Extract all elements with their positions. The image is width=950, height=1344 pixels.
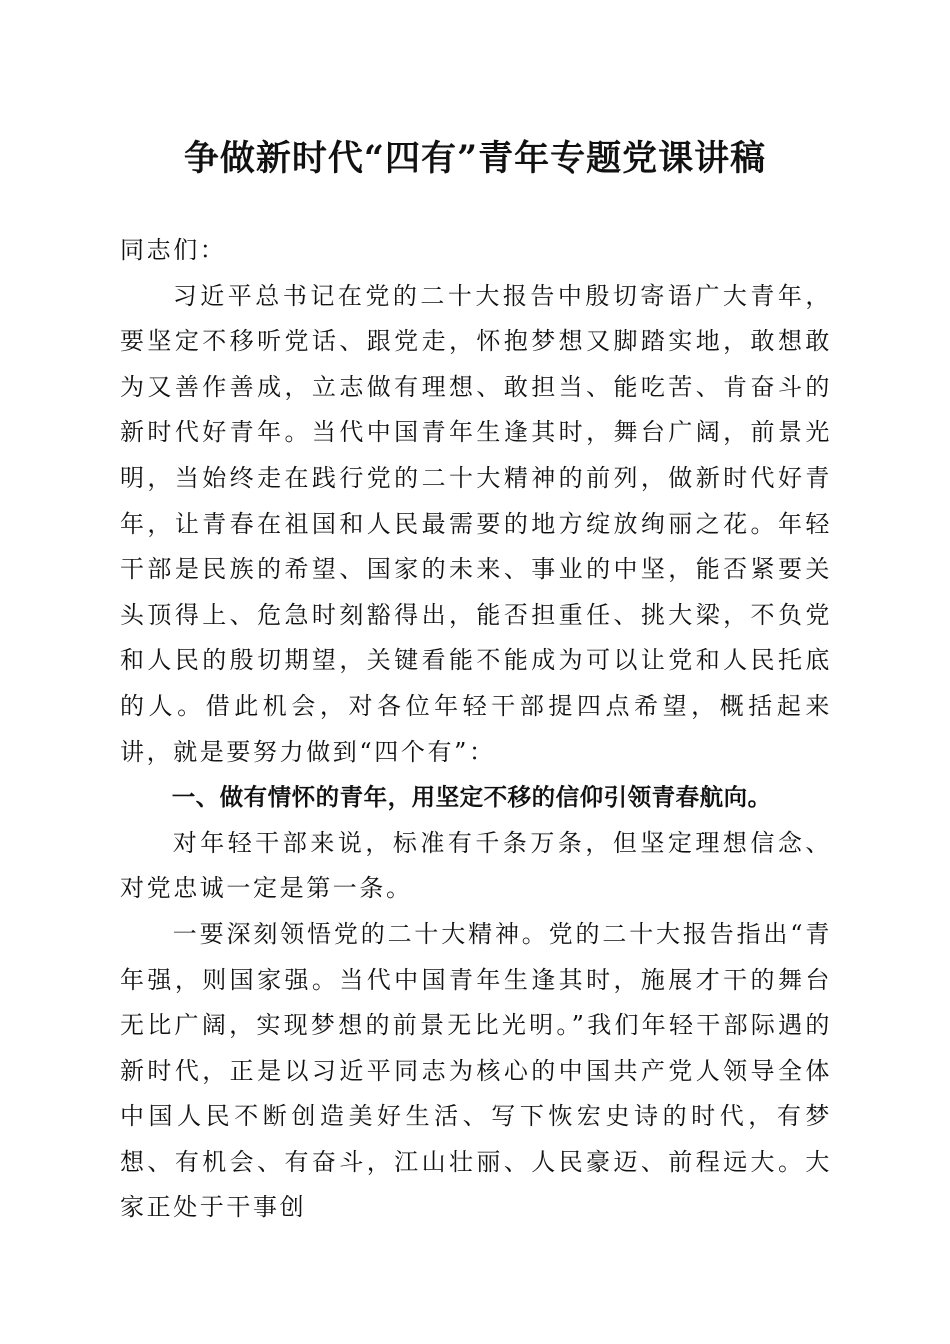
salutation: 同志们： bbox=[120, 236, 227, 264]
section-heading-1: 一、做有情怀的青年，用坚定不移的信仰引领青春航向。 bbox=[171, 783, 772, 812]
section-paragraph: 一要深刻领悟党的二十大精神。党的二十大报告指出“青年强，则国家强。当代中国青年生逢其时，施展才干的舞台无比广阔，实现梦想的前景无比光明。”我们年轻干部际遇的新时代，正是以习近平同志为核心的中国共产党人领导全体中国人民不断创造美好生活、写下恢宏史诗的时代，有梦想、有机会、有奋斗，江山壮丽、人民豪迈、前程远大。大家正处于干事创 bbox=[120, 919, 832, 1222]
section-paragraph: 对年轻干部来说，标准有千条万条，但坚定理想信念、对党忠诚一定是第一条。 bbox=[120, 828, 832, 903]
intro-paragraph: 习近平总书记在党的二十大报告中殷切寄语广大青年，要坚定不移听党话、跟党走，怀抱梦想又脚踏实地，敢想敢为又善作善成，立志做有理想、敢担当、能吃苦、肯奋斗的新时代好青年。当代中国青年生逢其时，舞台广阔，前景光明，当始终走在践行党的二十大精神的前列，做新时代好青年，让青春在祖国和人民最需要的地方绽放绚丽之花。年轻干部是民族的希望、国家的未来、事业的中坚，能否紧要关头顶得上、危急时刻豁得出，能否担重任、挑大梁，不负党和人民的殷切期望，关键看能不能成为可以让党和人民托底的人。借此机会，对各位年轻干部提四点希望，概括起来讲，就是要努力做到“四个有”： bbox=[120, 281, 832, 766]
document-body bbox=[120, 228, 832, 1231]
document-title: 争做新时代“四有”青年专题党课讲稿 bbox=[183, 138, 767, 179]
